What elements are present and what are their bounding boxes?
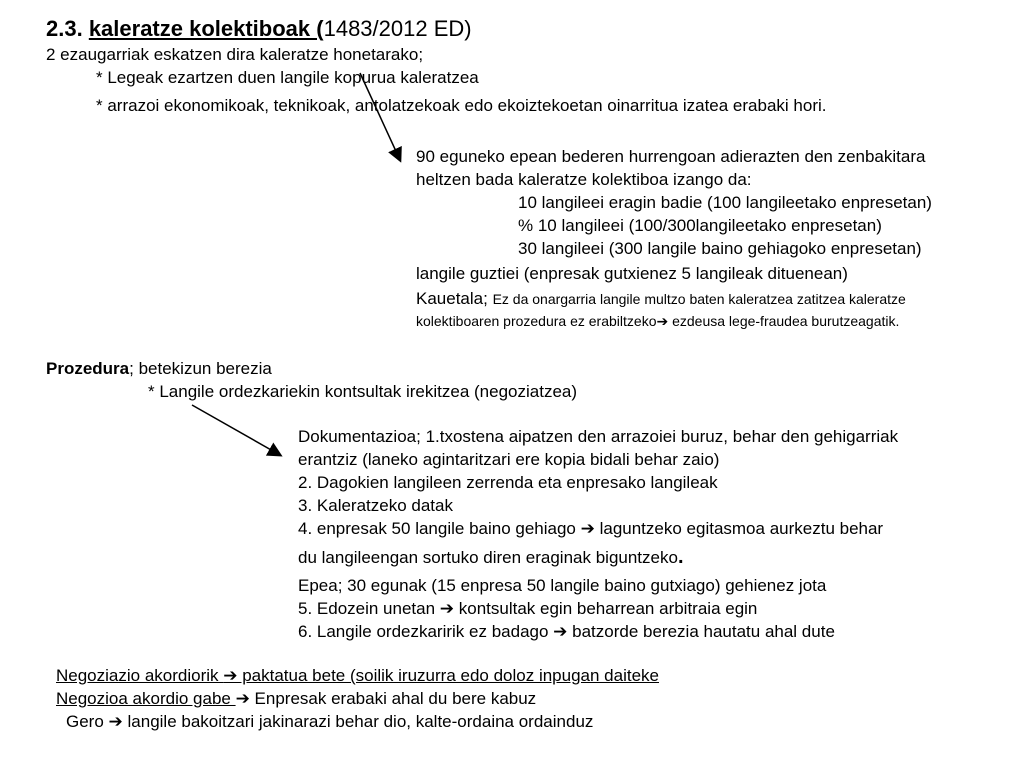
kauetala-text-1: Ez da onargarria langile multzo baten kaleratzea zatitzea kaleratze bbox=[492, 291, 906, 307]
procedure-bullet: * Langile ordezkariekin kontsultak irekitzea (negoziatzea) bbox=[148, 382, 578, 401]
documentation-line-1: Dokumentazioa; 1.txostena aipatzen den arrazoiei buruz, behar den gehigarriak bbox=[298, 427, 899, 446]
documentation-line-5 bbox=[298, 518, 883, 540]
documentation-line-7: Epea; 30 egunak (15 enpresa 50 langile baino gutxiago) gehienez jota bbox=[298, 576, 827, 595]
procedure-text: ; betekizun berezia bbox=[129, 359, 272, 378]
intro-bullet-1: * Legeak ezartzen duen langile kopurua kaleratzea bbox=[96, 68, 479, 87]
outcome-line-3 bbox=[66, 711, 593, 733]
documentation-line-8a: 5. Edozein unetan bbox=[298, 599, 440, 618]
documentation-line-3: 2. Dagokien langileen zerrenda eta enpresako langileak bbox=[298, 473, 718, 492]
threshold-item-1: 10 langileei eragin badie (100 langileetako enpresetan) bbox=[518, 193, 932, 212]
outcome-line-1 bbox=[56, 665, 659, 687]
outcome-line-2 bbox=[56, 688, 536, 710]
arrow-right-icon: ➔ bbox=[223, 666, 238, 685]
connector-arrow-2 bbox=[192, 405, 280, 455]
kauetala-line-2 bbox=[416, 310, 899, 332]
documentation-line-9 bbox=[298, 621, 835, 643]
title-number: 2.3. bbox=[46, 16, 89, 41]
page-title bbox=[46, 16, 472, 42]
arrow-right-icon: ➔ bbox=[656, 313, 669, 329]
outcome-line-1a: Negoziazio akordiorik bbox=[56, 666, 224, 685]
threshold-item-4: langile guztiei (enpresak gutxienez 5 langileak dituenean) bbox=[416, 264, 848, 283]
documentation-line-2: erantziz (laneko agintaritzari ere kopia bidali behar zaio) bbox=[298, 450, 720, 469]
documentation-line-6b: . bbox=[677, 546, 684, 568]
procedure-label: Prozedura bbox=[46, 359, 130, 378]
arrow-right-icon: ➔ bbox=[108, 712, 123, 731]
documentation-line-6 bbox=[298, 546, 684, 569]
documentation-line-5b: laguntzeko egitasmoa aurkeztu behar bbox=[594, 519, 884, 538]
arrow-right-icon: ➔ bbox=[235, 689, 250, 708]
outcome-line-2a: Negozioa akordio gabe bbox=[56, 689, 236, 708]
outcome-line-1b: paktatua bete (soilik iruzurra edo doloz inpugan daiteke bbox=[237, 666, 659, 685]
title-ref: 1483/2012 ED) bbox=[323, 16, 472, 41]
documentation-line-5a: 4. enpresak 50 langile baino gehiago bbox=[298, 519, 581, 538]
kauetala-label: Kauetala; bbox=[416, 289, 493, 308]
threshold-item-3: 30 langileei (300 langile baino gehiagoko enpresetan) bbox=[518, 239, 922, 258]
kauetala-text-2b: ezdeusa lege-fraudea burutzeagatik. bbox=[668, 313, 900, 329]
documentation-line-8 bbox=[298, 598, 757, 620]
documentation-line-8b: kontsultak egin beharrean arbitraia egin bbox=[454, 599, 758, 618]
documentation-line-9a: 6. Langile ordezkaririk ez badago bbox=[298, 622, 554, 641]
procedure-line bbox=[46, 358, 272, 380]
arrow-right-icon: ➔ bbox=[580, 519, 595, 538]
documentation-line-6a: du langileengan sortuko diren eraginak biguntzeko bbox=[298, 548, 678, 567]
documentation-line-9b: batzorde berezia hautatu ahal dute bbox=[567, 622, 835, 641]
outcome-line-2b: Enpresak erabaki ahal du bere kabuz bbox=[249, 689, 537, 708]
threshold-item-2: % 10 langileei (100/300langileetako enpresetan) bbox=[518, 216, 882, 235]
intro-bullet-2: * arrazoi ekonomikoak, teknikoak, antolatzekoak edo ekoiztekoetan oinarritua izatea erabaki hori. bbox=[96, 96, 827, 115]
threshold-line-2: heltzen bada kaleratze kolektiboa izango da: bbox=[416, 170, 752, 189]
kauetala-text-2a: kolektiboaren prozedura ez erabiltzeko bbox=[416, 313, 657, 329]
threshold-line-1: 90 eguneko epean bederen hurrengoan adierazten den zenbakitara bbox=[416, 147, 926, 166]
kauetala-line-1 bbox=[416, 288, 906, 310]
outcome-line-3b: langile bakoitzari jakinarazi behar dio, kalte-ordaina ordainduz bbox=[122, 712, 594, 731]
title-heading: kaleratze kolektiboak ( bbox=[88, 16, 324, 41]
arrow-right-icon: ➔ bbox=[553, 622, 568, 641]
arrow-right-icon: ➔ bbox=[439, 599, 455, 618]
documentation-line-4: 3. Kaleratzeko datak bbox=[298, 496, 453, 515]
intro-line: 2 ezaugarriak eskatzen dira kaleratze honetarako; bbox=[46, 45, 424, 64]
outcome-line-3a: Gero bbox=[66, 712, 109, 731]
